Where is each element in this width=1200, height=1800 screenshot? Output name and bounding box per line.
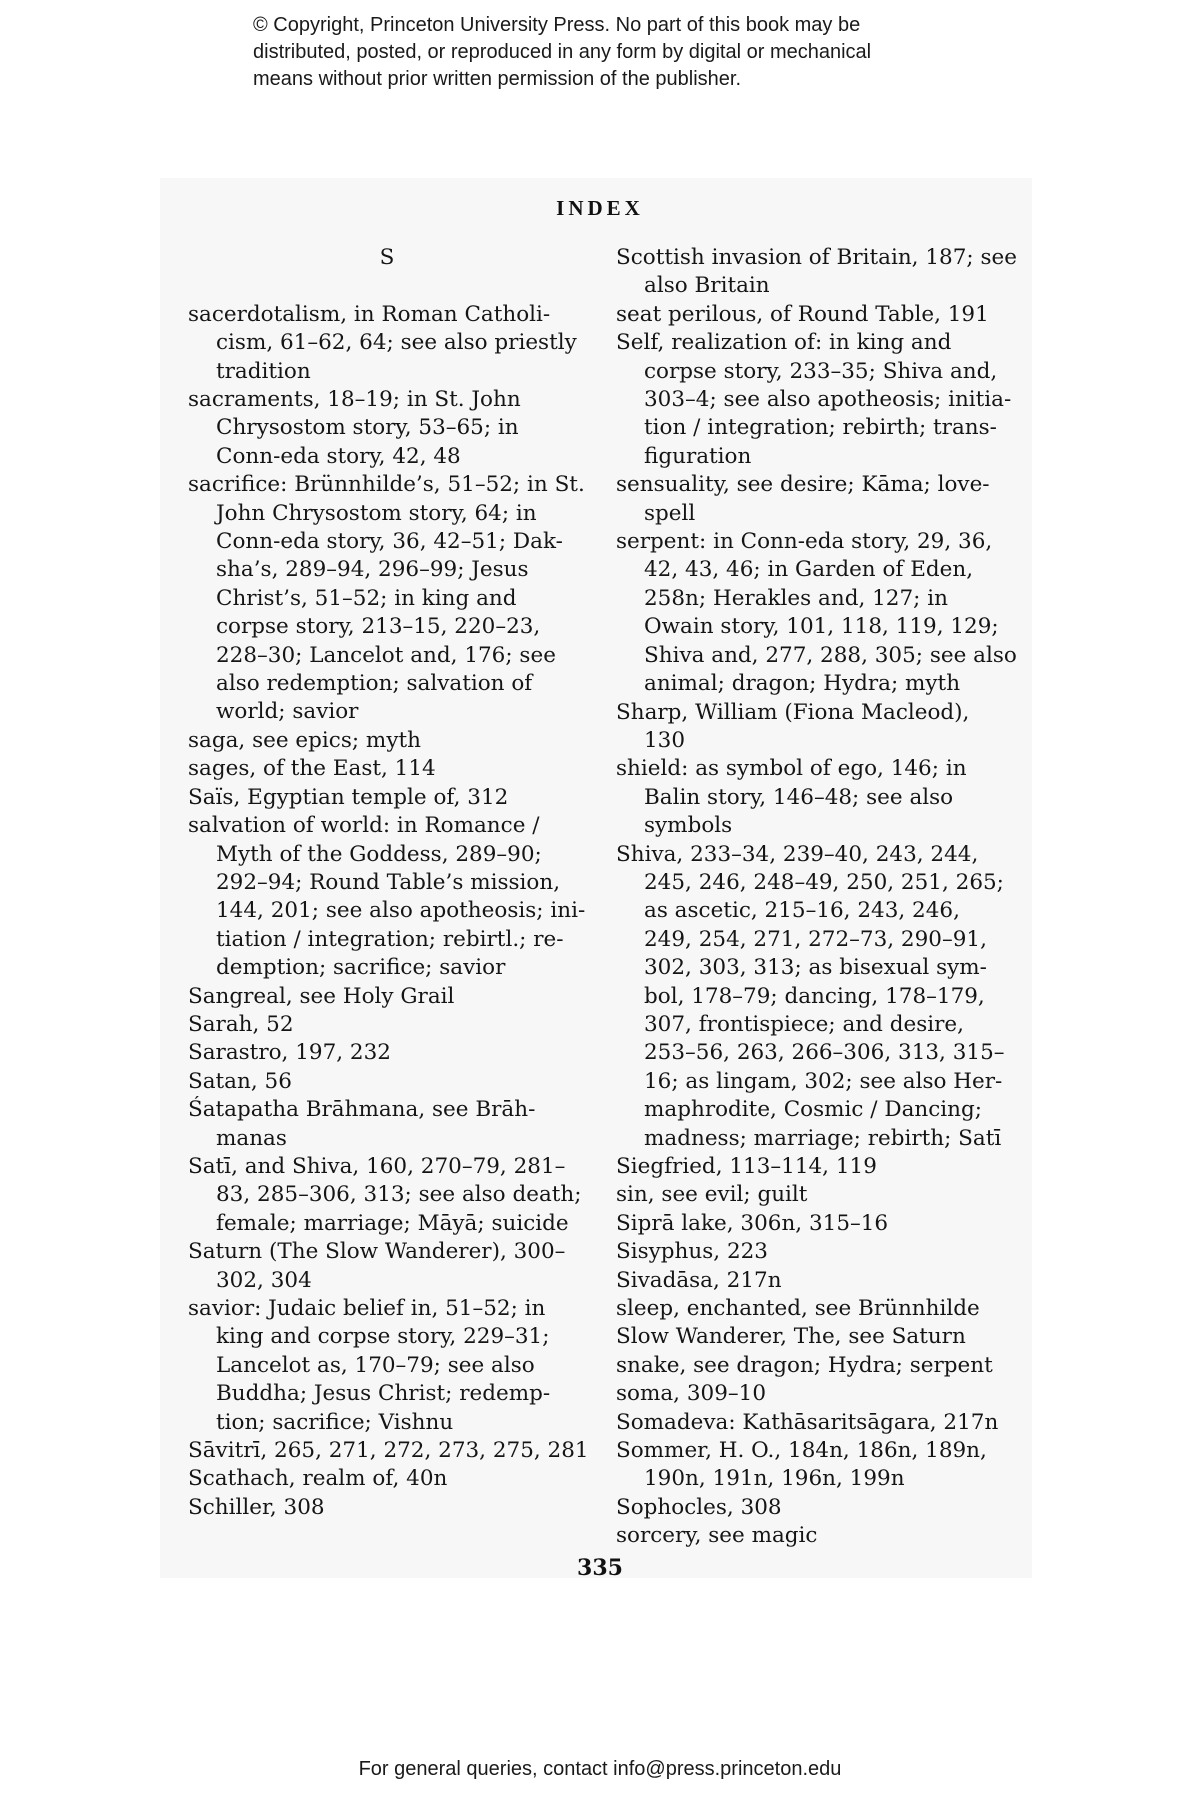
index-entry xyxy=(616,1409,1016,1437)
index-entry xyxy=(188,1039,586,1067)
index-entry xyxy=(616,1267,1016,1295)
index-column-left xyxy=(188,244,589,1522)
index-entry-line: serpent: in Conn-eda story, 29, 36, xyxy=(616,529,993,555)
index-entry xyxy=(616,471,1016,528)
section-letter: S xyxy=(379,245,395,270)
index-entry xyxy=(616,1181,1016,1209)
copyright-line: means without prior written permission of the publisher. xyxy=(253,68,742,90)
page-title: INDEX xyxy=(556,196,644,220)
page-number: 335 xyxy=(577,1555,623,1581)
index-entry-line: sacerdotalism, in Roman Catholi- xyxy=(188,301,551,327)
index-entry-line: spell xyxy=(644,500,696,526)
index-entry-line: also redemption; salvation of xyxy=(216,671,533,697)
index-entry-line: Sharp, William (Fiona Macleod), xyxy=(616,699,970,725)
index-entry xyxy=(616,1295,1016,1323)
index-entry xyxy=(616,699,1016,756)
index-entry-line: figuration xyxy=(644,443,752,469)
index-entry-line: Sarastro, 197, 232 xyxy=(188,1040,391,1066)
index-entry xyxy=(616,1210,1016,1238)
index-entry-line: Schiller, 308 xyxy=(188,1494,325,1520)
index-entry-line: corpse story, 213–15, 220–23, xyxy=(216,614,541,640)
index-entry-line: Somadeva: Kathāsaritsāgara, 217n xyxy=(616,1409,999,1435)
index-entry xyxy=(188,1096,586,1153)
index-entry xyxy=(188,727,586,755)
index-entry-line: Owain story, 101, 118, 119, 129; xyxy=(644,614,999,640)
index-entry xyxy=(616,1153,1016,1181)
index-entry-line: also Britain xyxy=(644,273,770,299)
index-entry xyxy=(188,1153,586,1238)
index-entry-line: Saïs, Egyptian temple of, 312 xyxy=(188,784,509,810)
index-entry-line: 228–30; Lancelot and, 176; see xyxy=(216,642,556,668)
index-entry-line: tradition xyxy=(216,358,311,384)
index-entry xyxy=(616,244,1016,301)
index-entry-line: manas xyxy=(216,1125,287,1151)
index-entry-line: sacraments, 18–19; in St. John xyxy=(188,387,521,413)
index-entry xyxy=(188,471,586,727)
index-entry-line: animal; dragon; Hydra; myth xyxy=(644,671,961,697)
copyright-line: © Copyright, Princeton University Press. No part of this book may be xyxy=(253,14,861,36)
index-entry-line: saga, see epics; myth xyxy=(188,727,421,753)
index-entry-line: world; savior xyxy=(216,699,359,725)
index-entry-line: cism, 61–62, 64; see also priestly xyxy=(216,330,577,356)
index-entry-line: 292–94; Round Table’s mission, xyxy=(216,869,561,895)
index-entry-line: 253–56, 263, 266–306, 313, 315– xyxy=(644,1040,1005,1066)
index-entry-line: Chrysostom story, 53–65; in xyxy=(216,415,519,441)
index-entry-line: sha’s, 289–94, 296–99; Jesus xyxy=(216,557,529,583)
index-entry-line: Myth of the Goddess, 289–90; xyxy=(216,841,542,867)
index-entry-line: 302, 303, 313; as bisexual sym- xyxy=(644,955,987,981)
index-entry-line: corpse story, 233–35; Shiva and, xyxy=(644,358,998,384)
index-entry-line: madness; marriage; rebirth; Satī xyxy=(644,1125,1002,1151)
index-entry-line: Sangreal, see Holy Grail xyxy=(188,983,455,1009)
index-entry xyxy=(188,755,586,783)
index-entry-line: Christ’s, 51–52; in king and xyxy=(216,585,517,611)
index-entry-line: Conn-eda story, 42, 48 xyxy=(216,443,461,469)
index-entry xyxy=(616,1380,1016,1408)
index-entry-line: demption; sacrifice; savior xyxy=(216,955,506,981)
index-entry xyxy=(188,1437,589,1465)
index-entry xyxy=(188,983,586,1011)
index-entry-line: 42, 43, 46; in Garden of Eden, xyxy=(644,557,974,583)
index-entry xyxy=(616,1437,1016,1494)
index-entry-line: Lancelot as, 170–79; see also xyxy=(216,1352,535,1378)
index-entry xyxy=(188,1068,586,1096)
index-entry-line: Scathach, realm of, 40n xyxy=(188,1466,448,1492)
index-entry xyxy=(616,1323,1016,1351)
index-entry-line: king and corpse story, 229–31; xyxy=(216,1324,550,1350)
index-entry-line: 258n; Herakles and, 127; in xyxy=(644,585,948,611)
index-entry xyxy=(188,301,586,386)
index-entry-line: Shiva, 233–34, 239–40, 243, 244, xyxy=(616,841,979,867)
index-entry-line: Conn-eda story, 36, 42–51; Dak- xyxy=(216,529,563,555)
index-entry-line: seat perilous, of Round Table, 191 xyxy=(616,301,989,327)
index-entry xyxy=(616,1238,1016,1266)
index-entry xyxy=(188,1238,586,1295)
index-entry-line: Sivadāsa, 217n xyxy=(616,1267,782,1293)
index-entry-line: Scottish invasion of Britain, 187; see xyxy=(616,245,1017,270)
index-entry xyxy=(616,1352,1016,1380)
index-entry-line: 302, 304 xyxy=(216,1267,312,1293)
index-entry-line: 245, 246, 248–49, 250, 251, 265; xyxy=(644,869,1004,895)
index-entry-line: snake, see dragon; Hydra; serpent xyxy=(616,1352,993,1378)
index-entry-line: sages, of the East, 114 xyxy=(188,756,436,782)
index-entry xyxy=(188,784,586,812)
index-entry-line: sleep, enchanted, see Brünnhilde xyxy=(616,1296,980,1322)
index-entry xyxy=(616,329,1016,471)
index-entry-line: Sarah, 52 xyxy=(188,1011,294,1037)
contact-footer: For general queries, contact info@press.princeton.edu xyxy=(358,1758,842,1780)
index-entry-line: symbols xyxy=(644,813,733,839)
index-entry xyxy=(616,841,1016,1153)
index-entry xyxy=(188,386,586,471)
copyright-notice xyxy=(253,12,1013,93)
index-entry-line: 144, 201; see also apotheosis; ini- xyxy=(216,898,586,924)
index-entry-line: savior: Judaic belief in, 51–52; in xyxy=(188,1296,546,1322)
index-entry xyxy=(188,1295,586,1437)
index-entry-line: Self, realization of: in king and xyxy=(616,330,952,356)
index-entry-line: Buddha; Jesus Christ; redemp- xyxy=(216,1381,551,1407)
index-entry-line: Sommer, H. O., 184n, 186n, 189n, xyxy=(616,1438,987,1464)
index-entry-line: sorcery, see magic xyxy=(616,1523,818,1549)
index-entry-line: shield: as symbol of ego, 146; in xyxy=(616,756,967,782)
index-entry-line: tion / integration; rebirth; trans- xyxy=(644,415,997,441)
index-entry-line: 190n, 191n, 196n, 199n xyxy=(644,1466,905,1492)
index-entry-line: sin, see evil; guilt xyxy=(616,1182,808,1208)
index-entry-line: bol, 178–79; dancing, 178–179, xyxy=(644,983,985,1009)
index-entry xyxy=(188,1494,586,1522)
index-entry-line: Shiva and, 277, 288, 305; see also xyxy=(644,642,1017,668)
index-entry-line: Balin story, 146–48; see also xyxy=(644,784,954,810)
index-entry-line: as ascetic, 215–16, 243, 246, xyxy=(644,898,960,924)
index-entry-line: Slow Wanderer, The, see Saturn xyxy=(616,1324,966,1350)
index-entry-line: maphrodite, Cosmic / Dancing; xyxy=(644,1097,983,1123)
index-entry-line: tion; sacrifice; Vishnu xyxy=(216,1409,454,1435)
index-entry-line: Saturn (The Slow Wanderer), 300– xyxy=(188,1239,566,1265)
index-entry xyxy=(616,1494,1016,1522)
index-entry-line: Siprā lake, 306n, 315–16 xyxy=(616,1210,889,1236)
index-entry-line: John Chrysostom story, 64; in xyxy=(216,500,537,526)
index-column-right xyxy=(616,244,1016,1551)
index-entry xyxy=(188,1465,586,1493)
index-entry xyxy=(616,301,1016,329)
index-entry-line: soma, 309–10 xyxy=(616,1381,766,1407)
index-entry-line: 83, 285–306, 313; see also death; xyxy=(216,1182,582,1208)
index-entry-line: 303–4; see also apotheosis; initia- xyxy=(644,387,1012,413)
index-entry-line: 307, frontispiece; and desire, xyxy=(644,1011,964,1037)
index-entry-line: sacrifice: Brünnhilde’s, 51–52; in St. xyxy=(188,472,585,498)
index-entry-line: 16; as lingam, 302; see also Her- xyxy=(644,1068,1003,1094)
index-entry-line: Sophocles, 308 xyxy=(616,1494,782,1520)
index-entry-line: Satan, 56 xyxy=(188,1068,292,1094)
index-entry xyxy=(188,812,586,982)
index-entry-line: Siegfried, 113–114, 119 xyxy=(616,1154,877,1179)
index-entry xyxy=(616,755,1016,840)
index-entry-line: Sisyphus, 223 xyxy=(616,1239,768,1265)
index-entry xyxy=(616,528,1016,698)
index-entry-line: Satī, and Shiva, 160, 270–79, 281– xyxy=(188,1153,566,1179)
index-entry-line: Sāvitrī, 265, 271, 272, 273, 275, 281 xyxy=(188,1438,589,1464)
index-entry-line: salvation of world: in Romance / xyxy=(188,813,540,839)
index-entry xyxy=(616,1522,1016,1550)
index-entry-line: sensuality, see desire; Kāma; love- xyxy=(616,472,990,498)
index-entry-line: Śatapatha Brāhmana, see Brāh- xyxy=(188,1097,536,1123)
index-entry xyxy=(188,1011,586,1039)
index-entry-line: 130 xyxy=(644,727,686,753)
index-entry-line: tiation / integration; rebirtl.; re- xyxy=(216,926,564,952)
index-entry-line: female; marriage; Māyā; suicide xyxy=(216,1210,569,1236)
index-entry-line: 249, 254, 271, 272–73, 290–91, xyxy=(644,926,987,952)
copyright-line: distributed, posted, or reproduced in any form by digital or mechanical xyxy=(253,41,872,63)
